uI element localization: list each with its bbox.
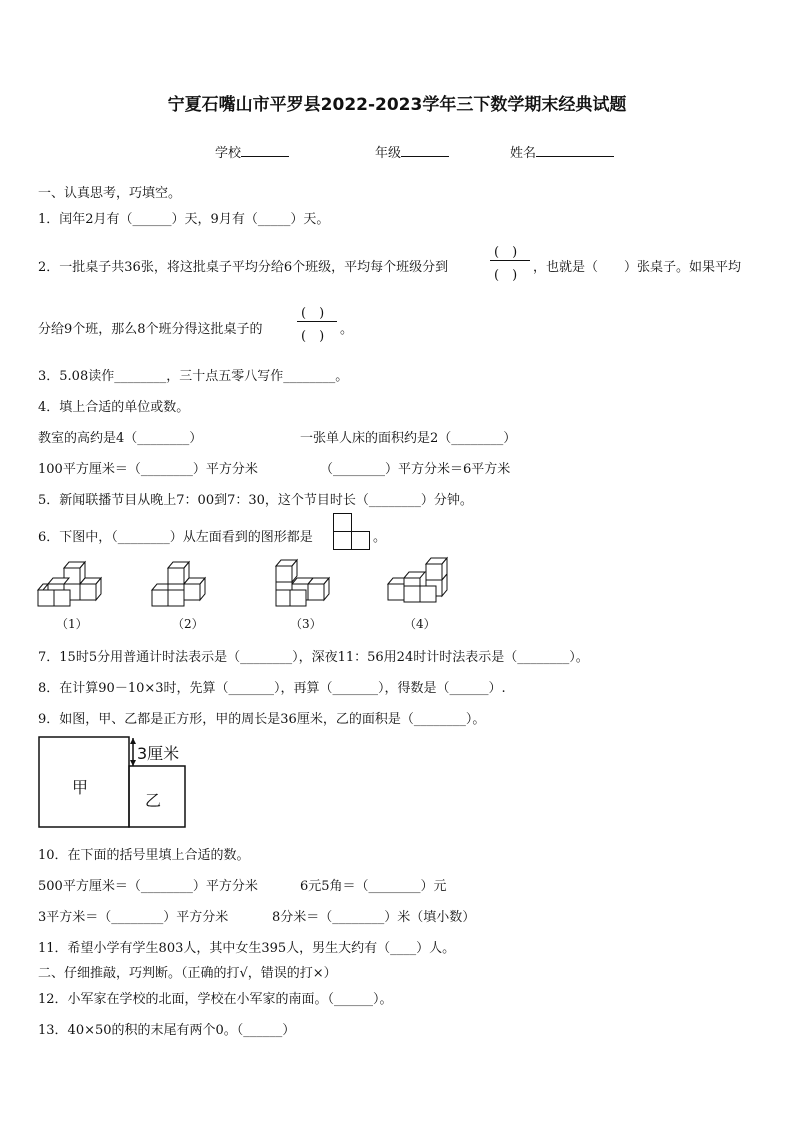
- denominator-blank[interactable]: ( ): [301, 329, 325, 344]
- question-10c: 3平方米＝（________）平方分米: [38, 910, 229, 925]
- section-1-heading: 一、认真思考，巧填空。: [38, 186, 182, 201]
- page-title: 宁夏石嘴山市平罗县2022-2023学年三下数学期末经典试题: [167, 95, 627, 115]
- question-5: 5．新闻联播节目从晚上7：00到7：30，这个节目时长（________）分钟。: [38, 493, 473, 508]
- question-7: 7．15时5分用普通计时法表示是（________），深夜11：56用24时计时法表示是（________）。: [38, 650, 589, 665]
- square-yi-label: 乙: [145, 791, 162, 810]
- question-10d: 8分米＝（________）米（填小数）: [272, 910, 476, 925]
- dimension-label: 3厘米: [137, 744, 180, 763]
- fraction-1[interactable]: [490, 240, 530, 283]
- question-4: 4．填上合适的单位或数。: [38, 400, 190, 415]
- question-1: 1．闰年2月有（______）天，9月有（_____）天。: [38, 212, 330, 227]
- school-blank[interactable]: [241, 144, 289, 157]
- figure-caption-2: （2）: [172, 617, 204, 631]
- section-2-heading: 二、仔细推敲，巧判断。（正确的打√，错误的打×）: [38, 966, 337, 981]
- question-4c: 100平方厘米＝（________）平方分米: [38, 462, 258, 477]
- numerator-blank[interactable]: ( ): [301, 306, 325, 321]
- question-2-line-1-end: ，也就是（ ）张桌子。如果平均: [533, 260, 742, 275]
- question-4a: 教室的高约是4（________）: [38, 431, 203, 446]
- name-blank[interactable]: [536, 144, 614, 157]
- cube-figure-2-icon: [152, 558, 222, 608]
- cube-figure-3-icon: [272, 558, 342, 608]
- question-6: 6．下图中，（________）从左面看到的图形都是: [38, 530, 313, 545]
- numerator-blank[interactable]: ( ): [494, 245, 518, 260]
- figure-caption-3: （3）: [290, 617, 322, 631]
- cube-figure-4-icon: [386, 556, 456, 606]
- figure-caption-4: （4）: [404, 617, 436, 631]
- question-10a: 500平方厘米＝（________）平方分米: [38, 879, 258, 894]
- figure-caption-1: （1）: [56, 617, 88, 631]
- question-4b: 一张单人床的面积约是2（________）: [300, 431, 517, 446]
- fraction-bar: [490, 260, 530, 261]
- question-13: 13．40×50的积的末尾有两个0。（______）: [38, 1023, 296, 1038]
- square-jia-label: 甲: [72, 778, 89, 797]
- school-field[interactable]: [215, 142, 289, 161]
- left-view-shape-icon: [333, 513, 373, 553]
- question-10: 10．在下面的括号里填上合适的数。: [38, 848, 250, 863]
- question-2-line-1: 2．一批桌子共36张，将这批桌子平均分给6个班级，平均每个班级分到: [38, 260, 449, 275]
- question-9: 9．如图，甲、乙都是正方形，甲的周长是36厘米，乙的面积是（________）。: [38, 712, 486, 727]
- question-6-end: 。: [373, 530, 387, 545]
- grade-label: 年级: [375, 146, 402, 161]
- question-11: 11．希望小学有学生803人，其中女生395人，男生大约有（____）人。: [38, 941, 456, 956]
- question-2-line-2-end: 。: [340, 322, 354, 337]
- school-label: 学校: [215, 146, 242, 161]
- fraction-bar: [297, 321, 337, 322]
- grade-field[interactable]: [375, 142, 449, 161]
- question-4d: （________）平方分米＝6平方米: [320, 462, 511, 477]
- question-8: 8．在计算90－10×3时，先算（_______），再算（_______），得数是（______）.: [38, 681, 506, 696]
- question-3: 3．5.08读作________，三十点五零八写作________。: [38, 369, 349, 384]
- fraction-2[interactable]: [297, 301, 337, 344]
- question-10b: 6元5角＝（________）元: [300, 879, 447, 894]
- name-label: 姓名: [510, 146, 537, 161]
- cube-figure-1-icon: [38, 558, 108, 608]
- question-2-line-2: 分给9个班，那么8个班分得这批桌子的: [38, 322, 263, 337]
- denominator-blank[interactable]: ( ): [494, 268, 518, 283]
- name-field[interactable]: [510, 142, 614, 161]
- grade-blank[interactable]: [401, 144, 449, 157]
- question-12: 12．小军家在学校的北面，学校在小军家的南面。（______）。: [38, 992, 393, 1007]
